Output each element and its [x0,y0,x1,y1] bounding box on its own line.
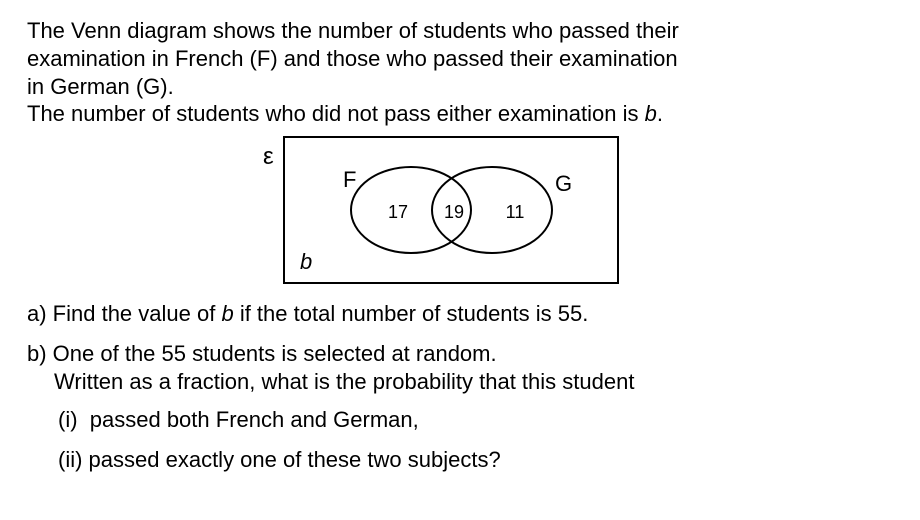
question-b-line-1: b) One of the 55 students is selected at random. [27,341,497,366]
variable-b: b [644,101,657,126]
question-a [27,300,588,328]
intro-line-1: The Venn diagram shows the number of students who passed their [27,18,679,43]
set-g-label: G [555,171,573,196]
region-only-g: 11 [505,202,525,222]
question-b-line-2: Written as a fraction, what is the probability that this student [54,369,635,394]
question-a-text: a) Find the value of [27,301,222,326]
universal-set-label: ε [263,143,274,170]
region-outside: b [300,249,313,274]
intro-line-4-text: The number of students who did not pass either examination is [27,101,645,126]
intro-line-2: examination in French (F) and those who passed their examination [27,46,678,71]
intro-line-4-period: . [656,101,663,126]
question-a-text-end: if the total number of students is 55. [233,301,589,326]
intro-line-3: in German (G). [27,74,174,99]
region-both: 19 [443,202,465,222]
question-b-part-ii: (ii) passed exactly one of these two subjects? [58,447,501,472]
question-b-part-i: (i) passed both French and German, [58,407,419,432]
set-f-label: F [343,167,357,192]
question-a-variable: b [221,301,234,326]
region-only-f: 17 [387,202,409,222]
